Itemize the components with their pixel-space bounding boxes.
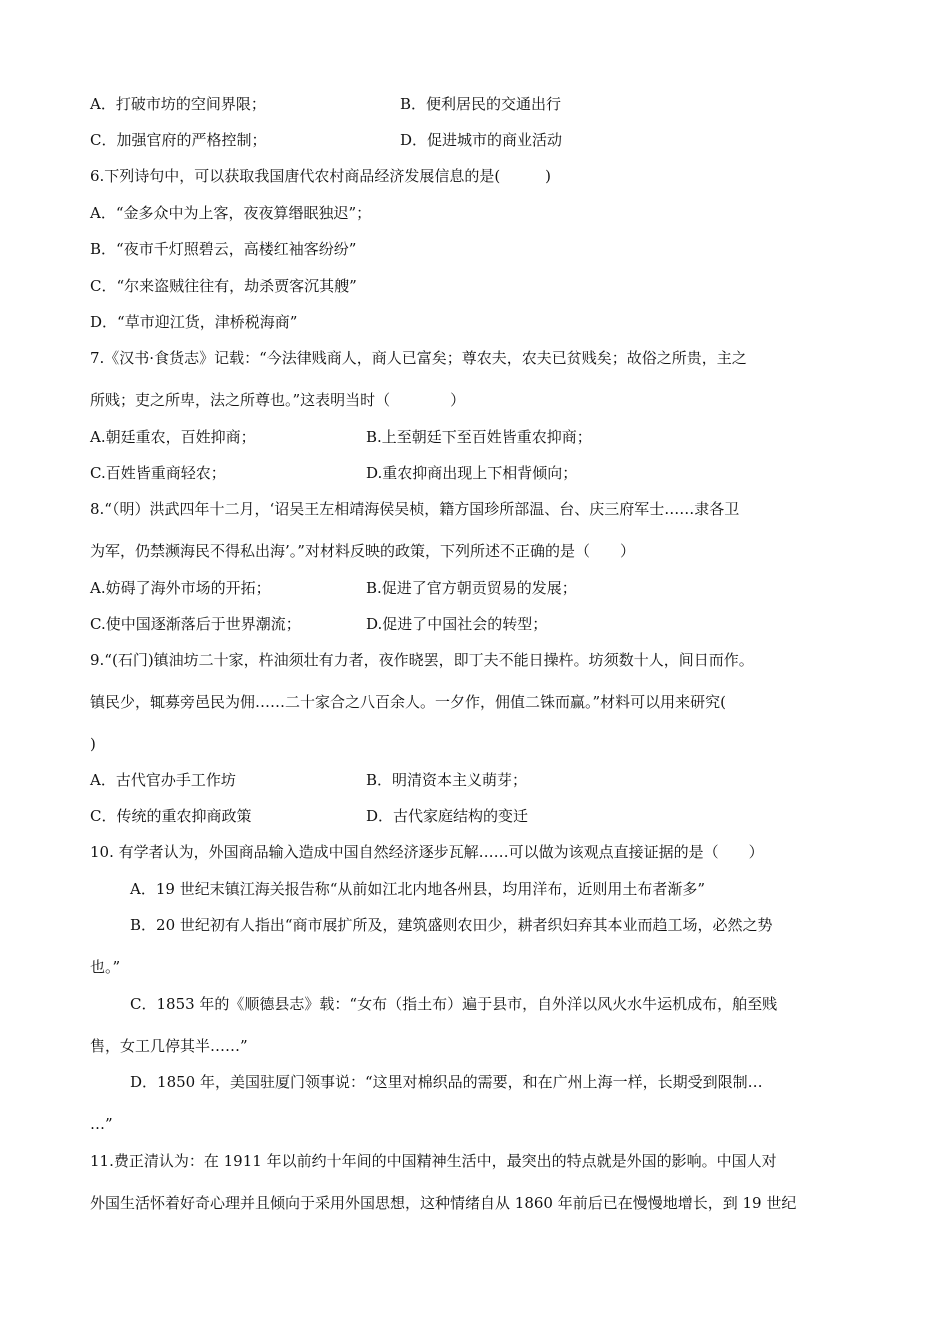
- q5-option-a: A．打破市坊的空间界限；: [90, 95, 266, 113]
- q7-options-row-2: [90, 463, 860, 483]
- q7-option-a: A.朝廷重农，百姓抑商；: [90, 428, 256, 446]
- q9-stem-line-1: 9.“(石门)镇油坊二十家，杵油须壮有力者，夜作晓罢，即丁夫不能日操杵。坊须数十人，间日而作。: [90, 651, 754, 669]
- q6-stem: 6.下列诗句中，可以获取我国唐代农村商品经济发展信息的是( ): [90, 167, 552, 185]
- q7-option-b: B.上至朝廷下至百姓皆重农抑商；: [366, 428, 592, 446]
- q8-option-b: B.促进了官方朝贡贸易的发展；: [366, 579, 577, 597]
- q9-option-b: B．明清资本主义萌芽；: [366, 771, 528, 789]
- q10-option-b-line-1: B．20 世纪初有人指出“商市展扩所及，建筑盛则农田少，耕者织妇弃其本业而趋工场，必然之势: [130, 916, 773, 934]
- q7-options-row-1: [90, 427, 860, 447]
- q10-option-c-line-1: C．1853 年的《顺德县志》载：“女布（指土布）遍于县市，自外洋以风火水牛运机成布，舶至贱: [130, 995, 778, 1013]
- q10-option-c-line-2: 售，女工几停其半……”: [90, 1037, 248, 1055]
- q7-stem-line-2: 所贱；吏之所卑，法之所尊也。”这表明当时（ ）: [90, 391, 466, 409]
- q6-option-c: C．“尔来盗贼往往有，劫杀贾客沉其艘”: [90, 277, 357, 295]
- q11-stem-line-1: 11.费正清认为：在 1911 年以前约十年间的中国精神生活中，最突出的特点就是外国的影响。中国人对: [90, 1152, 777, 1170]
- q10-option-b-line-2: 也。”: [90, 958, 121, 976]
- q7-option-c: C.百姓皆重商轻农；: [90, 464, 226, 482]
- q9-option-d: D．古代家庭结构的变迁: [366, 807, 529, 825]
- q8-stem-line-2: 为军，仍禁濒海民不得私出海’。”对材料反映的政策，下列所述不正确的是（ ）: [90, 542, 635, 560]
- q9-option-a: A．古代官办手工作坊: [90, 771, 236, 789]
- q5-option-b: B．便利居民的交通出行: [400, 95, 562, 113]
- q9-stem-line-3: ): [90, 735, 96, 753]
- q9-options-row-2: [90, 806, 860, 826]
- q6-option-d: D．“草市迎江货，津桥税海商”: [90, 313, 298, 331]
- q10-option-d-line-1: D．1850 年，美国驻厦门领事说：“这里对棉织品的需要，和在广州上海一样，长期受到限制…: [130, 1073, 763, 1091]
- q10-option-a: A．19 世纪末镇江海关报告称“从前如江北内地各州县，均用洋布，近则用土布者渐多”: [130, 880, 706, 898]
- q7-stem-line-1: 7.《汉书·食货志》记载：“今法律贱商人，商人已富矣；尊农夫，农夫已贫贱矣；故俗之所贵，主之: [90, 349, 747, 367]
- q5-options-row-1: [90, 94, 860, 114]
- q5-option-d: D．促进城市的商业活动: [400, 131, 563, 149]
- q11-stem-line-2: 外国生活怀着好奇心理并且倾向于采用外国思想，这种情绪自从 1860 年前后已在慢慢地增长，到 19 世纪: [90, 1194, 797, 1212]
- q8-stem-line-1: 8.“（明）洪武四年十二月，‘诏吴王左相靖海侯吴桢，籍方国珍所部温、台、庆三府军士……隶各卫: [90, 500, 740, 518]
- q10-stem: 10. 有学者认为，外国商品输入造成中国自然经济逐步瓦解……可以做为该观点直接证据的是（ ）: [90, 843, 764, 861]
- q8-options-row-2: [90, 614, 860, 634]
- q10-option-d-line-2: …”: [90, 1115, 113, 1133]
- q9-option-c: C．传统的重农抑商政策: [90, 807, 252, 825]
- q9-options-row-1: [90, 770, 860, 790]
- q8-option-d: D.促进了中国社会的转型；: [366, 615, 548, 633]
- q8-option-a: A.妨碍了海外市场的开拓；: [90, 579, 271, 597]
- q5-options-row-2: [90, 130, 860, 150]
- q8-options-row-1: [90, 578, 860, 598]
- q7-option-d: D.重农抑商出现上下相背倾向；: [366, 464, 578, 482]
- q5-option-c: C．加强官府的严格控制；: [90, 131, 267, 149]
- q6-option-b: B．“夜市千灯照碧云，高楼红袖客纷纷”: [90, 240, 357, 258]
- q9-stem-line-2: 镇民少，辄募旁邑民为佣……二十家合之八百余人。一夕作，佣值二铢而赢。”材料可以用来研究(: [90, 693, 727, 711]
- q8-option-c: C.使中国逐渐落后于世界潮流；: [90, 615, 301, 633]
- q6-option-a: A．“金多众中为上客，夜夜算缗眠独迟”；: [90, 204, 372, 222]
